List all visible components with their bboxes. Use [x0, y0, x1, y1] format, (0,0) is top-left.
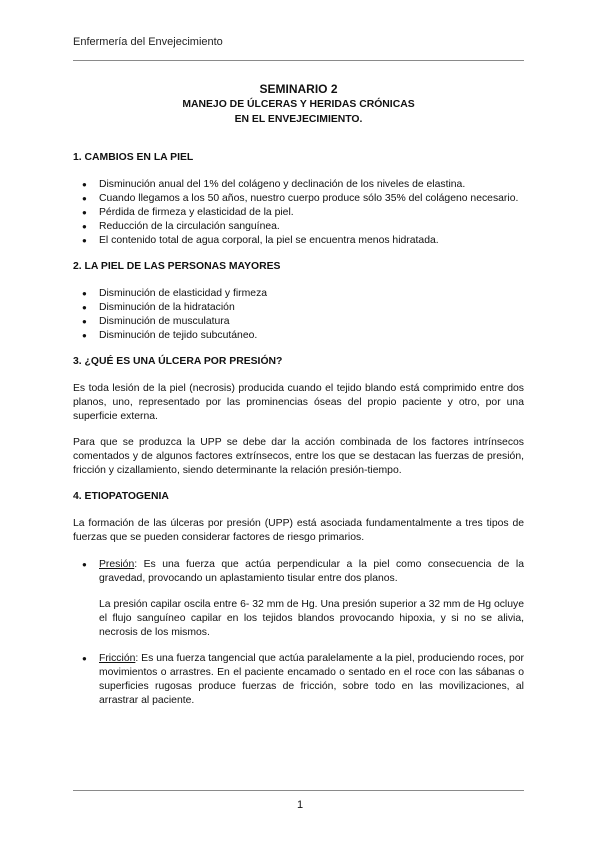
list-item: ● Disminución de elasticidad y firmeza — [73, 287, 524, 301]
document-title: SEMINARIO 2 — [259, 82, 338, 96]
running-header: Enfermería del Envejecimiento — [73, 36, 223, 48]
section-4-force-list-continued — [73, 652, 524, 708]
list-item: ● Cuando llegamos a los 50 años, nuestro cuerpo produce sólo 35% del colágeno necesario. — [73, 192, 524, 206]
body-paragraph: La formación de las úlceras por presión (UPP) está asociada fundamentalmente a tres tipos de fuerzas que se pueden considerar factores de riesgo primarios. — [73, 518, 524, 543]
footer-rule — [73, 790, 524, 791]
header-rule — [73, 60, 524, 61]
list-item: ● Disminución de musculatura — [73, 315, 524, 329]
section-2-bullet-list — [73, 287, 524, 343]
section-heading-3: 3. ¿QUÉ ES UNA ÚLCERA POR PRESIÓN? — [73, 356, 283, 367]
section-heading-2: 2. LA PIEL DE LAS PERSONAS MAYORES — [73, 261, 281, 272]
list-item-friccion — [73, 652, 524, 708]
section-4-force-list — [73, 558, 524, 586]
section-heading-1: 1. CAMBIOS EN LA PIEL — [73, 152, 194, 163]
document-subtitle-line-2: EN EL ENVEJECIMIENTO. — [234, 114, 363, 125]
term-description: : Es una fuerza que actúa perpendicular a la piel como consecuencia de la gravedad, provocando un aplastamiento tisular entre dos planos. — [99, 559, 524, 584]
list-item: ● Reducción de la circulación sanguínea. — [73, 220, 524, 234]
list-item-presion — [73, 558, 524, 586]
body-paragraph: Es toda lesión de la piel (necrosis) producida cuando el tejido blando está comprimido entre dos planos, uno, representado por las prominencias óseas del propio paciente y otro, por una superficie externa. — [73, 383, 524, 422]
body-paragraph: La presión capilar oscila entre 6- 32 mm de Hg. Una presión superior a 32 mm de Hg ocluye el flujo sanguíneo capilar en los tejidos blandos provocando hipoxia, y si no se alivia, necrosis de los mismos. — [99, 599, 524, 638]
page-number: 1 — [296, 799, 304, 811]
body-paragraph: Para que se produzca la UPP se debe dar la acción combinada de los factores intrínsecos comentados y de algunos factores extrínsecos, entre los que se destacan las fuerzas de presión, fricción y cizallamiento, siendo determinante la relación presión-tiempo. — [73, 437, 524, 476]
term-presion: Presión — [99, 559, 135, 570]
page-content — [73, 82, 524, 708]
term-friccion: Fricción — [99, 653, 136, 664]
list-item: ● Pérdida de firmeza y elasticidad de la piel. — [73, 206, 524, 220]
document-subtitle-line-1: MANEJO DE ÚLCERAS Y HERIDAS CRÓNICAS — [182, 99, 415, 110]
section-1-bullet-list — [73, 178, 524, 248]
list-item: ● Disminución de tejido subcutáneo. — [73, 329, 524, 343]
list-item: ● El contenido total de agua corporal, la piel se encuentra menos hidratada. — [73, 234, 524, 248]
term-description: : Es una fuerza tangencial que actúa paralelamente a la piel, produciendo roces, por movimientos o arrastres. En el paciente encamado o sentado en el roce con las sábanas o superficies rugosas produce fuerzas de fricción, sobre todo en las movilizaciones, al arrastrar al paciente. — [99, 653, 524, 706]
list-item: ● Disminución de la hidratación — [73, 301, 524, 315]
section-heading-4: 4. ETIOPATOGENIA — [73, 491, 169, 502]
list-item: ● Disminución anual del 1% del colágeno y declinación de los niveles de elastina. — [73, 178, 524, 192]
